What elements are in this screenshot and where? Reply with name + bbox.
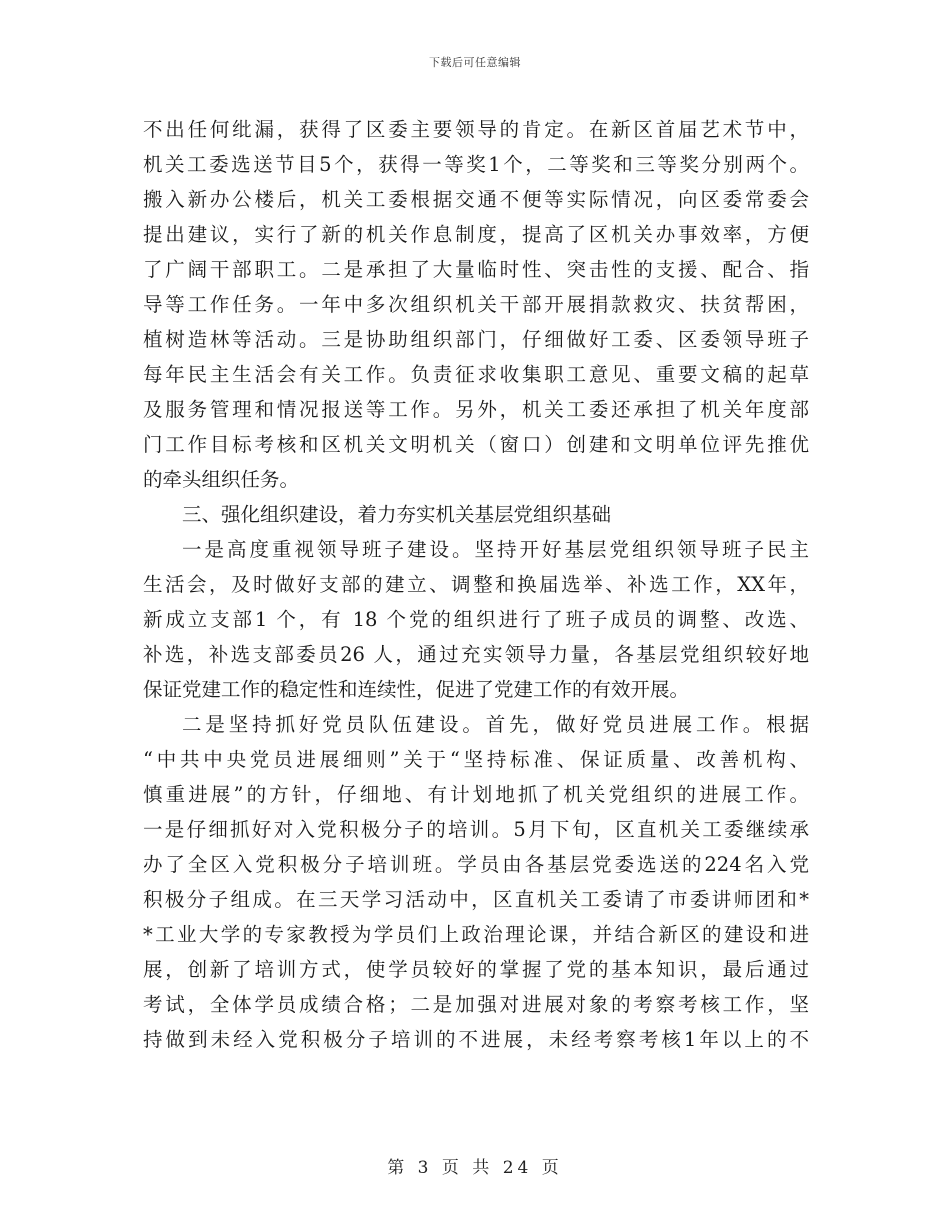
document-body xyxy=(143,112,809,1057)
text-line: 一是高度重视领导班子建设。坚持开好基层党组织领导班子民主 xyxy=(182,538,809,561)
text-line: 考试，全体学员成绩合格；二是加强对进展对象的考察考核工作，坚 xyxy=(143,993,809,1016)
text-line: 补选，补选支部委员26 人，通过充实领导力量，各基层党组织较好地 xyxy=(143,643,809,666)
text-line: 机关工委选送节目5个，获得一等奖1个，二等奖和三等奖分别两个。 xyxy=(143,153,809,176)
page-header: 下载后可任意编辑 xyxy=(429,56,521,69)
text-line: 的牵头组织任务。 xyxy=(143,468,300,491)
text-line: 了广阔干部职工。二是承担了大量临时性、突击性的支援、配合、指 xyxy=(143,258,809,281)
text-line: *工业大学的专家教授为学员们上政治理论课，并结合新区的建设和进 xyxy=(143,923,809,946)
text-line: 积极分子组成。在三天学习活动中，区直机关工委请了市委讲师团和* xyxy=(143,888,809,911)
text-line: 每年民主生活会有关工作。负责征求收集职工意见、重要文稿的起草 xyxy=(143,363,809,386)
text-line: 办了全区入党积极分子培训班。学员由各基层党委选送的224名入党 xyxy=(143,853,809,876)
text-line: “中共中央党员进展细则”关于“坚持标准、保证质量、改善机构、 xyxy=(143,748,809,771)
text-line: 新成立支部1 个，有 18 个党的组织进行了班子成员的调整、改选、 xyxy=(143,608,809,631)
text-line: 生活会，及时做好支部的建立、调整和换届选举、补选工作，XX年， xyxy=(143,573,809,596)
text-line: 不出任何纰漏，获得了区委主要领导的肯定。在新区首届艺术节中， xyxy=(143,118,809,141)
text-line: 植树造林等活动。三是协助组织部门，仔细做好工委、区委领导班子 xyxy=(143,328,809,351)
text-line: 门工作目标考核和区机关文明机关（窗口）创建和文明单位评先推优 xyxy=(143,433,809,456)
text-line: 三、强化组织建设，着力夯实机关基层党组织基础 xyxy=(182,503,612,526)
text-line: 及服务管理和情况报送等工作。另外，机关工委还承担了机关年度部 xyxy=(143,398,809,421)
text-line: 导等工作任务。一年中多次组织机关干部开展捐款救灾、扶贫帮困， xyxy=(143,293,809,316)
text-line: 搬入新办公楼后，机关工委根据交通不便等实际情况，向区委常委会 xyxy=(143,188,809,211)
page-number-footer: 第 3 页 共 24 页 xyxy=(387,1158,563,1178)
text-line: 持做到未经入党积极分子培训的不进展，未经考察考核1年以上的不 xyxy=(143,1028,809,1051)
text-line: 一是仔细抓好对入党积极分子的培训。5月下旬，区直机关工委继续承 xyxy=(143,818,809,841)
text-line: 保证党建工作的稳定性和连续性，促进了党建工作的有效开展。 xyxy=(143,678,690,701)
text-line: 提出建议，实行了新的机关作息制度，提高了区机关办事效率，方便 xyxy=(143,223,809,246)
text-line: 慎重进展”的方针，仔细地、有计划地抓了机关党组织的进展工作。 xyxy=(143,783,809,806)
text-line: 展，创新了培训方式，使学员较好的掌握了党的基本知识，最后通过 xyxy=(143,958,809,981)
text-line: 二是坚持抓好党员队伍建设。首先，做好党员进展工作。根据 xyxy=(182,713,809,736)
